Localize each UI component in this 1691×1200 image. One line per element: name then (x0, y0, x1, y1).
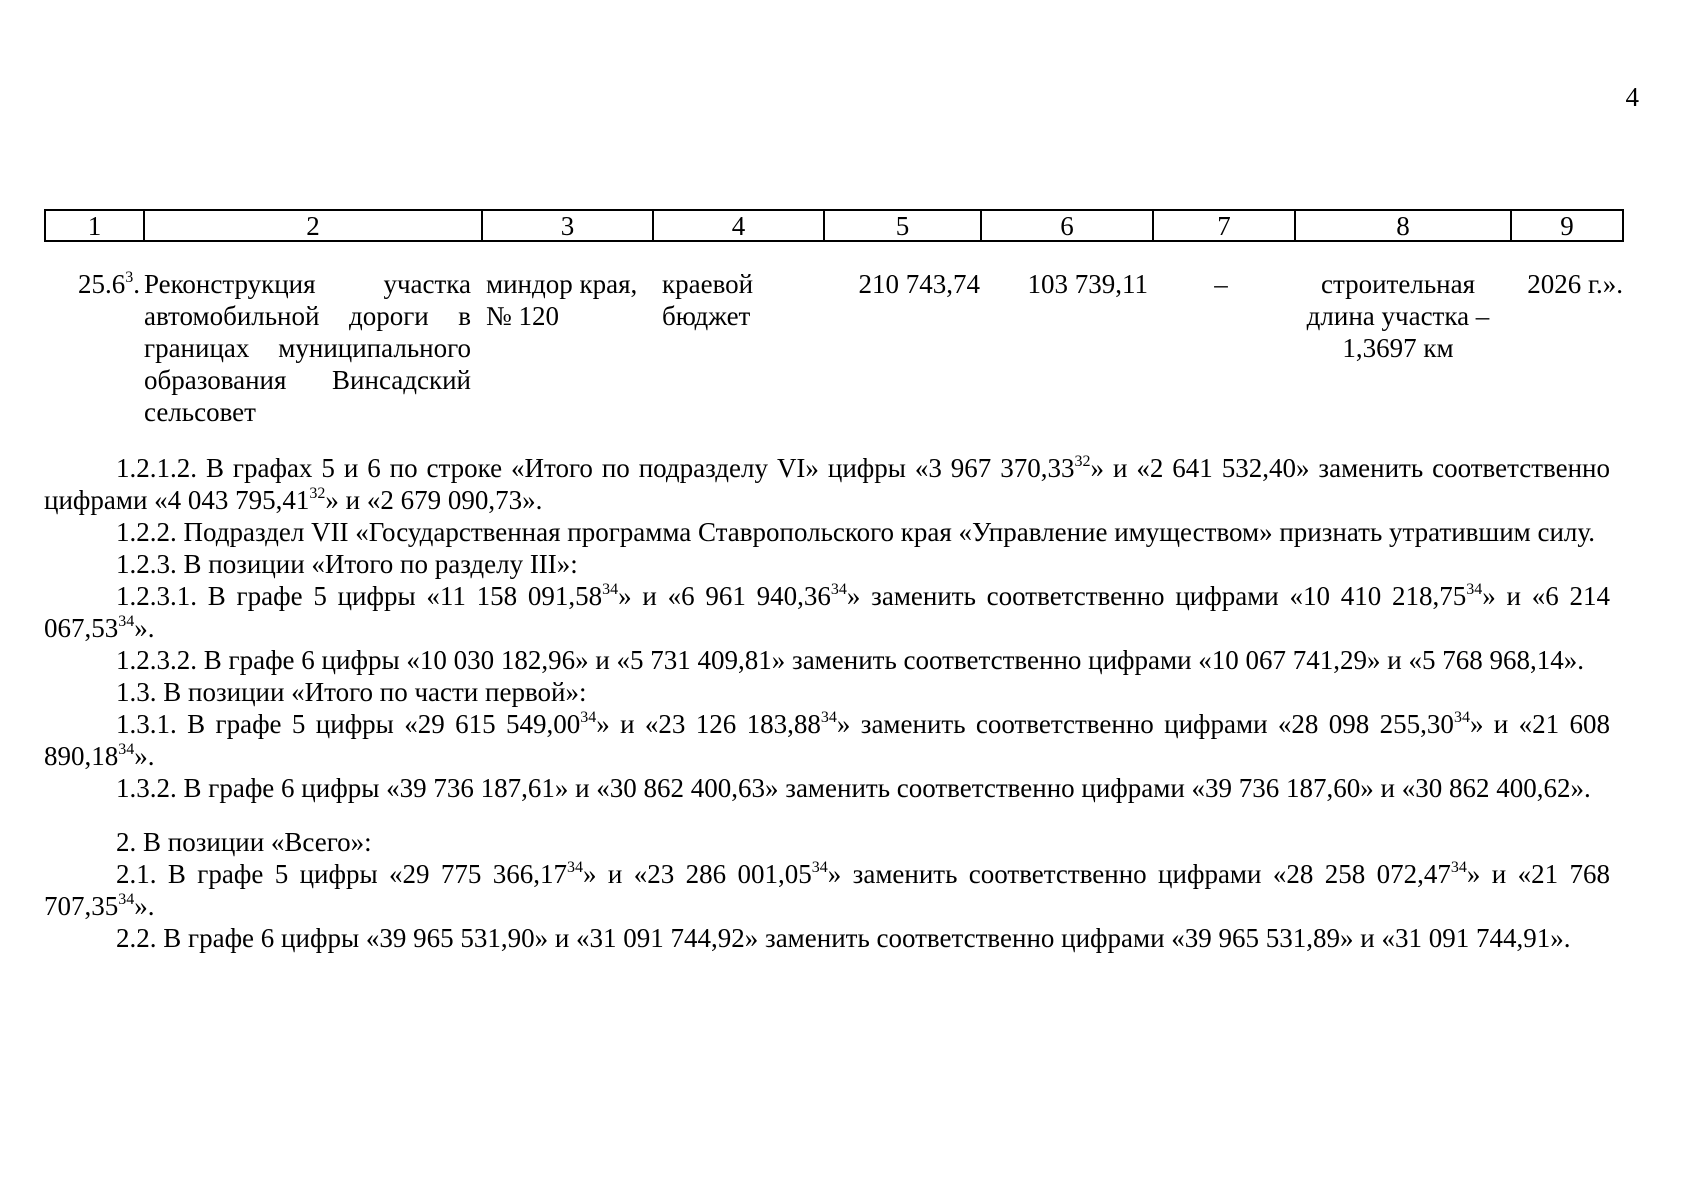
cost-value: 210 743,74 (858, 269, 980, 299)
dash-value: – (1214, 269, 1228, 299)
column-number: 7 (1153, 210, 1295, 241)
paragraph: 1.3. В позиции «Итого по части первой»: (116, 677, 587, 707)
column-number: 1 (45, 210, 144, 241)
row-number: 25.6$^3$. (78, 269, 140, 299)
amendment-text (44, 452, 1610, 954)
capacity: строительная длина участка – 1,3697 км (1306, 269, 1490, 363)
year: 2026 г.». (1527, 269, 1623, 299)
paragraph: 1.2.3.2. В графе 6 цифры «10 030 182,96» и «5 731 409,81» заменить соответственно цифрами «10 067 741,29» и «5 768 968,14». (116, 645, 1585, 675)
paragraph: 1.2.3. В позиции «Итого по разделу III»: (116, 549, 578, 579)
column-number: 5 (824, 210, 981, 241)
paragraph: 1.2.3.1. В графе 5 цифры «11 158 091,58$^{34}$» и «6 961 940,36$^{34}$» заменить соответственно цифрами «10 410 218,75$^{34}$» и «6 214 067,53$^{34}$». (44, 581, 1611, 643)
column-number: 2 (144, 210, 482, 241)
funding-value: 103 739,11 (1027, 269, 1148, 299)
paragraph: 2. В позиции «Всего»: (116, 827, 372, 857)
paragraph: 1.2.2. Подраздел VII «Государственная программа Ставропольского края «Управление имуществом» признать утратившим силу. (116, 517, 1595, 547)
column-number: 6 (981, 210, 1153, 241)
paragraph: 1.3.1. В графе 5 цифры «29 615 549,00$^{34}$» и «23 126 183,88$^{34}$» заменить соответственно цифрами «28 098 255,30$^{34}$» и «21 608 890,18$^{34}$». (44, 709, 1611, 771)
object-name: Реконструкция участка автомобильной дороги в границах муниципального образования Винсадский сельсовет (144, 269, 471, 427)
column-number-header (44, 209, 1624, 242)
column-number: 3 (482, 210, 653, 241)
paragraph: 2.1. В графе 5 цифры «29 775 366,17$^{34}$» и «23 286 001,05$^{34}$» заменить соответственно цифрами «28 258 072,47$^{34}$» и «21 768 707,35$^{34}$». (44, 859, 1610, 921)
paragraph: 2.2. В графе 6 цифры «39 965 531,90» и «31 091 744,92» заменить соответственно цифрами «39 965 531,89» и «31 091 744,91». (116, 923, 1571, 953)
customer: миндор края, № 120 (486, 269, 638, 331)
funding-source: краевой бюджет (662, 269, 754, 331)
column-number: 9 (1511, 210, 1623, 241)
column-number: 8 (1295, 210, 1511, 241)
column-number: 4 (653, 210, 824, 241)
page-number: 4 (1625, 82, 1639, 112)
paragraph: 1.3.2. В графе 6 цифры «39 736 187,61» и «30 862 400,63» заменить соответственно цифрами «39 736 187,60» и «30 862 400,62». (116, 773, 1591, 803)
paragraph: 1.2.1.2. В графах 5 и 6 по строке «Итого по подразделу VI» цифры «3 967 370,33$^{32}$» и «2 641 532,40» заменить соответственно цифрами «4 043 795,41$^{32}$» и «2 679 090,73». (44, 453, 1610, 515)
